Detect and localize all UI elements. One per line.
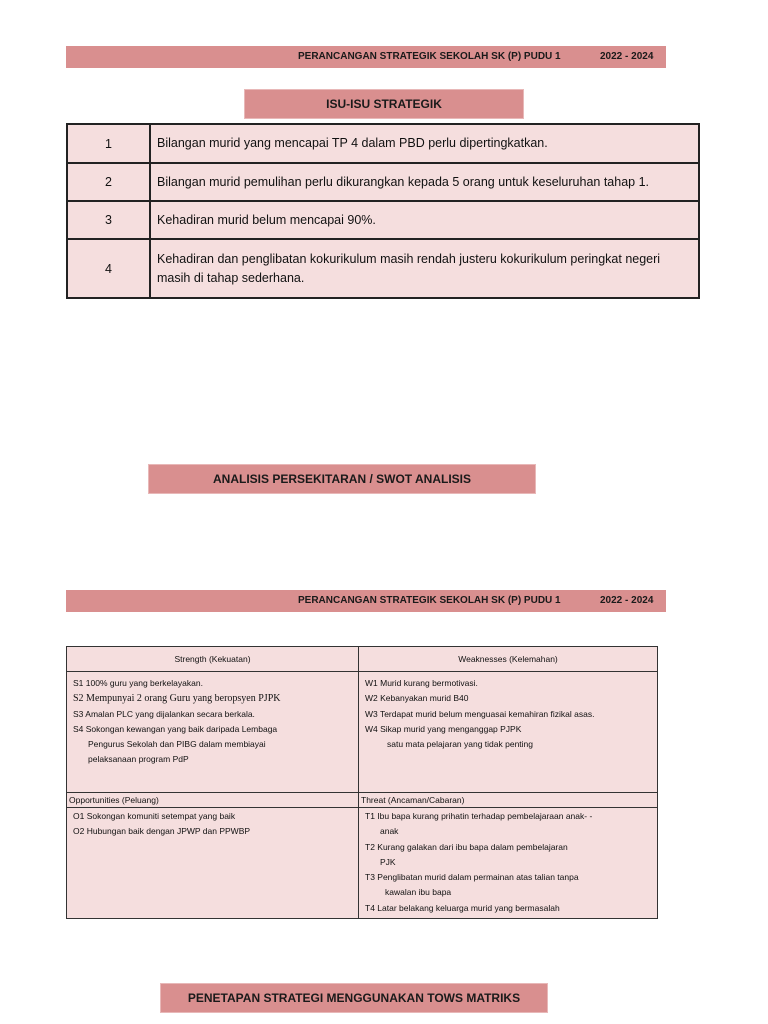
list-item (365, 676, 657, 691)
isu-section-title: ISU-ISU STRATEGIK (244, 89, 524, 119)
strength-text: S4 Sokongan kewangan yang baik daripada Lembaga (73, 723, 278, 734)
strength-text-continued: pelaksanaan program PdP (88, 754, 189, 765)
threat-text-continued: PJK (380, 856, 396, 867)
isu-text: Bilangan murid pemulihan perlu dikurangkan kepada 5 orang untuk keseluruhan tahap 1. (150, 163, 699, 201)
opportunities-list (67, 808, 358, 840)
header-title: PERANCANGAN STRATEGIK SEKOLAH SK (P) PUDU 1 (298, 595, 561, 606)
strength-text-continued: Pengurus Sekolah dan PIBG dalam membiayai (88, 739, 266, 750)
strength-header: Strength (Kekuatan) (67, 647, 359, 672)
list-item (365, 870, 657, 901)
threat-text: T2 Kurang galakan dari ibu bapa dalam pembelajaran (365, 841, 568, 852)
list-item (73, 691, 358, 706)
table-row (67, 124, 699, 163)
threat-text-continued: kawalan ibu bapa (385, 887, 452, 898)
strength-cell (67, 672, 359, 793)
strength-text: S1 100% guru yang berkelayakan. (73, 678, 203, 688)
weakness-list (359, 672, 657, 752)
threat-list (359, 808, 657, 916)
list-item (365, 707, 657, 722)
isu-number: 1 (67, 124, 150, 163)
weakness-text: W2 Kebanyakan murid B40 (365, 693, 469, 704)
weakness-text: W1 Murid kurang bermotivasi. (365, 678, 478, 688)
strength-text: S2 Mempunyai 2 orang Guru yang beropsyen PJPK (73, 693, 281, 705)
swot-table (66, 646, 658, 919)
list-item (365, 840, 657, 871)
weakness-text: W3 Terdapat murid belum menguasai kemahiran fizikal asas. (365, 708, 595, 719)
list-item (73, 722, 358, 768)
threat-text: T3 Penglibatan murid dalam permainan atas talian tanpa (365, 872, 579, 883)
strength-text: S3 Amalan PLC yang dijalankan secara berkala. (73, 708, 255, 719)
swot-section-title: ANALISIS PERSEKITARAN / SWOT ANALISIS (148, 464, 536, 494)
isu-table (66, 123, 700, 299)
list-item (365, 809, 657, 840)
strength-list (67, 672, 358, 768)
header-year: 2022 - 2024 (600, 51, 654, 62)
document-header (66, 46, 666, 68)
weakness-text: W4 Sikap murid yang menganggap PJPK (365, 723, 522, 734)
isu-text: Kehadiran dan penglibatan kokurikulum masih rendah justeru kokurikulum peringkat negeri masih di tahap sederhana. (150, 239, 699, 298)
list-item (365, 691, 657, 706)
list-item (73, 809, 358, 824)
list-item (73, 707, 358, 722)
list-item (365, 901, 657, 916)
opportunity-text: O2 Hubungan baik dengan JPWP dan PPWBP (73, 826, 251, 837)
table-row (67, 201, 699, 239)
threat-text: T1 Ibu bapa kurang prihatin terhadap pembelajaraan anak- - (365, 811, 593, 821)
header-title: PERANCANGAN STRATEGIK SEKOLAH SK (P) PUDU 1 (298, 51, 561, 62)
isu-text: Kehadiran murid belum mencapai 90%. (150, 201, 699, 239)
weakness-text-continued: satu mata pelajaran yang tidak penting (387, 739, 534, 750)
isu-text: Bilangan murid yang mencapai TP 4 dalam PBD perlu dipertingkatkan. (150, 124, 699, 163)
weakness-header: Weaknesses (Kelemahan) (359, 647, 658, 672)
threat-text-continued: anak (380, 826, 399, 837)
table-row (67, 163, 699, 201)
header-year: 2022 - 2024 (600, 595, 654, 606)
opportunity-text: O1 Sokongan komuniti setempat yang baik (73, 811, 236, 821)
document-header (66, 590, 666, 612)
opportunities-cell (67, 808, 359, 919)
isu-number: 4 (67, 239, 150, 298)
tows-section-title: PENETAPAN STRATEGI MENGGUNAKAN TOWS MATRIKS (160, 983, 548, 1013)
list-item (73, 824, 358, 839)
threat-text: T4 Latar belakang keluarga murid yang bermasalah (365, 902, 560, 913)
threat-header: Threat (Ancaman/Cabaran) (359, 793, 658, 808)
table-row (67, 239, 699, 298)
weakness-cell (359, 672, 658, 793)
list-item (365, 722, 657, 753)
isu-number: 3 (67, 201, 150, 239)
threat-cell (359, 808, 658, 919)
opportunities-header: Opportunities (Peluang) (67, 793, 359, 808)
isu-number: 2 (67, 163, 150, 201)
list-item (73, 676, 358, 691)
